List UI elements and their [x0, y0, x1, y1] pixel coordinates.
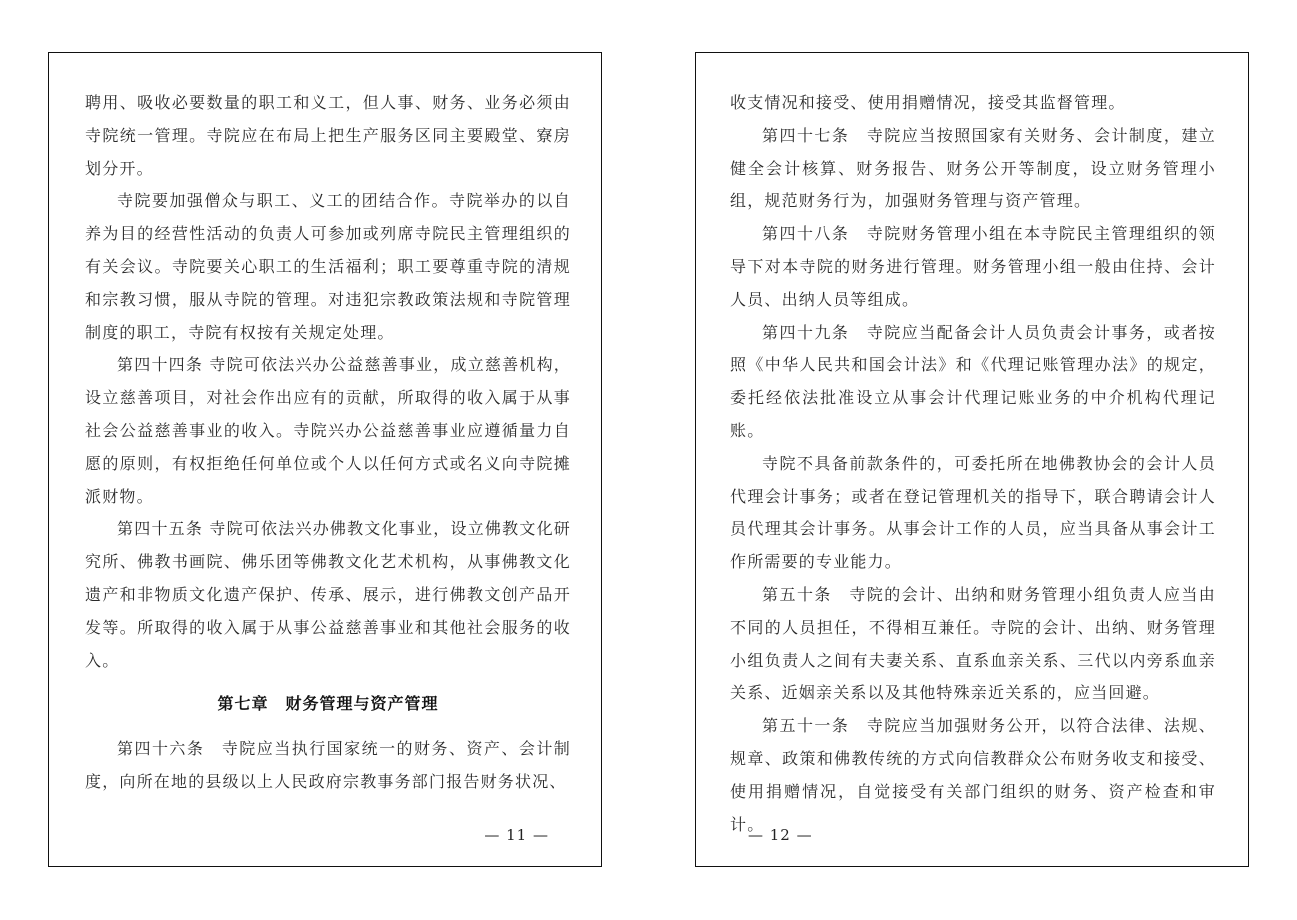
article-51-paragraph: 第五十一条 寺院应当加强财务公开，以符合法律、法规、规章、政策和佛教传统的方式向信教群众公布财务收支和接受、使用捐赠情况，自觉接受有关部门组织的财务、资产检查和审计。: [730, 716, 1216, 834]
article-47-paragraph: 第四十七条 寺院应当按照国家有关财务、会计制度，建立健全会计核算、财务报告、财务公开等制度，设立财务管理小组，规范财务行为，加强财务管理与资产管理。: [730, 125, 1216, 211]
page-number: — 11 —: [484, 826, 549, 844]
left-page: [48, 52, 602, 867]
left-page-body: [85, 87, 571, 799]
article-50-paragraph: 第五十条 寺院的会计、出纳和财务管理小组负责人应当由不同的人员担任，不得相互兼任。寺院的会计、出纳、财务管理小组负责人之间有夫妻关系、直系血亲关系、三代以内旁系血亲关系、近姻亲关系以及其他特殊亲近关系的，应当回避。: [730, 584, 1216, 703]
right-page-body: [730, 87, 1216, 841]
article-48-paragraph: 第四十八条 寺院财务管理小组在本寺院民主管理组织的领导下对本寺院的财务进行管理。财务管理小组一般由住持、会计人员、出纳人员等组成。: [730, 224, 1216, 309]
right-page: [695, 52, 1249, 867]
paragraph: 寺院不具备前款条件的，可委托所在地佛教协会的会计人员代理会计事务；或者在登记管理机关的指导下，联合聘请会计人员代理其会计事务。从事会计工作的人员，应当具备从事会计工作所需要的专业能力。: [730, 453, 1216, 572]
article-45-paragraph: 第四十五条 寺院可依法兴办佛教文化事业，设立佛教文化研究所、佛教书画院、佛乐团等佛教文化艺术机构，从事佛教文化遗产和非物质文化遗产保护、传承、展示，进行佛教文创产品开发等。所取得的收入属于从事公益慈善事业和其他社会服务的收入。: [85, 519, 571, 670]
paragraph-continuation: 收支情况和接受、使用捐赠情况，接受其监督管理。: [730, 93, 1126, 112]
paragraph: 寺院要加强僧众与职工、义工的团结合作。寺院举办的以自养为目的经营性活动的负责人可参加或列席寺院民主管理组织的有关会议。寺院要关心职工的生活福利；职工要尊重寺院的清规和宗教习惯，服从寺院的管理。对违犯宗教政策法规和寺院管理制度的职工，寺院有权按有关规定处理。: [85, 191, 571, 342]
paragraph: 聘用、吸收必要数量的职工和义工，但人事、财务、业务必须由寺院统一管理。寺院应在布局上把生产服务区同主要殿堂、寮房划分开。: [85, 93, 571, 178]
page-number: — 12 —: [748, 826, 813, 844]
article-44-paragraph: 第四十四条 寺院可依法兴办公益慈善事业，成立慈善机构，设立慈善项目，对社会作出应有的贡献，所取得的收入属于从事社会公益慈善事业的收入。寺院兴办公益慈善事业应遵循量力自愿的原则，有权拒绝任何单位或个人以任何方式或名义向寺院摊派财物。: [85, 355, 571, 506]
article-49-paragraph: 第四十九条 寺院应当配备会计人员负责会计事务，或者按照《中华人民共和国会计法》和《代理记账管理办法》的规定，委托经依法批准设立从事会计代理记账业务的中介机构代理记账。: [730, 322, 1216, 440]
article-46-paragraph: 第四十六条 寺院应当执行国家统一的财务、资产、会计制度，向所在地的县级以上人民政府宗教事务部门报告财务状况、: [85, 739, 571, 791]
chapter-heading: 第七章 财务管理与资产管理: [217, 694, 439, 714]
